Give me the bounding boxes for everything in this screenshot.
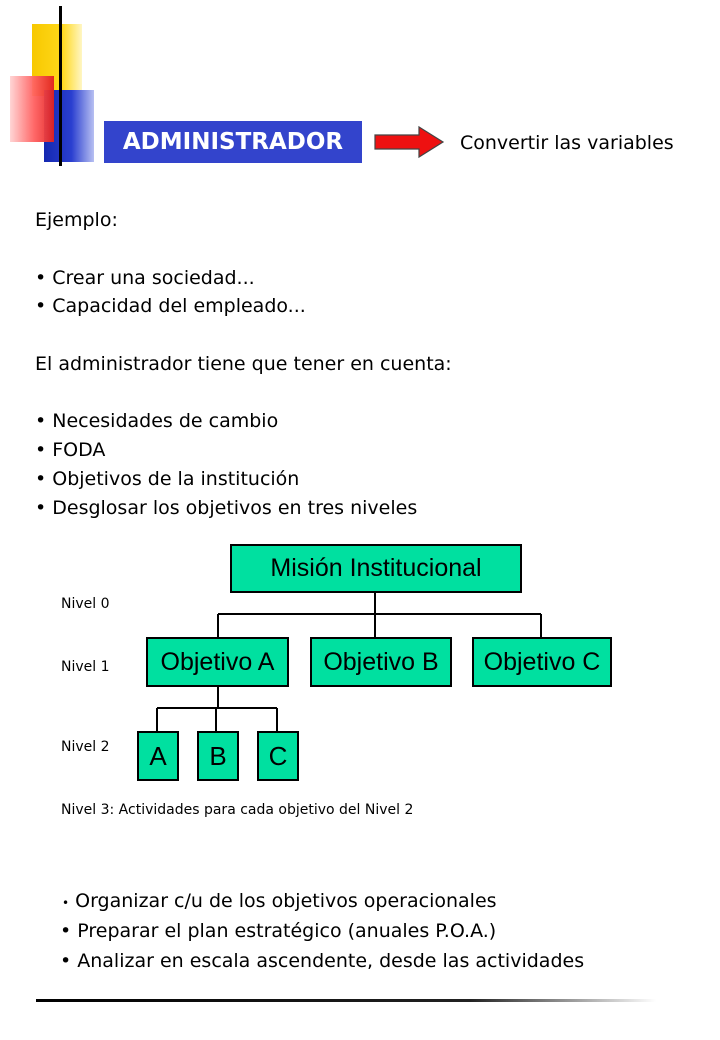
- closing-item-3: • Analizar en escala ascendente, desde las actividades: [60, 950, 585, 972]
- sub-objective-b-box: B: [197, 731, 239, 781]
- consideration-item: • Objetivos de la institución: [35, 468, 300, 490]
- example-item: • Capacidad del empleado...: [35, 295, 306, 317]
- consideration-item: • Desglosar los objetivos en tres niveles: [35, 497, 418, 519]
- level-3-label: Nivel 3: Actividades para cada objetivo del Nivel 2: [61, 802, 414, 818]
- closing-item-text: Organizar c/u de los objetivos operacionales: [75, 890, 497, 912]
- mission-box: Misión Institucional: [230, 544, 522, 593]
- subtitle: Convertir las variables: [460, 132, 674, 154]
- bottom-rule: [36, 999, 656, 1002]
- example-item: • Crear una sociedad...: [35, 267, 255, 289]
- example-label: Ejemplo:: [35, 209, 118, 231]
- objective-b-box: Objetivo B: [310, 637, 452, 687]
- level-2-label: Nivel 2: [61, 739, 110, 755]
- consideration-item: • Necesidades de cambio: [35, 410, 279, 432]
- level-0-label: Nivel 0: [61, 596, 110, 612]
- sub-objective-a-box: A: [137, 731, 179, 781]
- closing-item-2: • Preparar el plan estratégico (anuales P.O.A.): [60, 920, 497, 942]
- consider-label: El administrador tiene que tener en cuenta:: [35, 353, 452, 375]
- title-box: ADMINISTRADOR: [104, 121, 362, 163]
- objective-c-box: Objetivo C: [472, 637, 612, 687]
- level-1-label: Nivel 1: [61, 659, 110, 675]
- objective-a-box: Objetivo A: [146, 637, 289, 687]
- sub-objective-c-box: C: [257, 731, 299, 781]
- consideration-item: • FODA: [35, 439, 106, 461]
- bullet: •: [62, 896, 70, 910]
- closing-item-1: [62, 886, 497, 918]
